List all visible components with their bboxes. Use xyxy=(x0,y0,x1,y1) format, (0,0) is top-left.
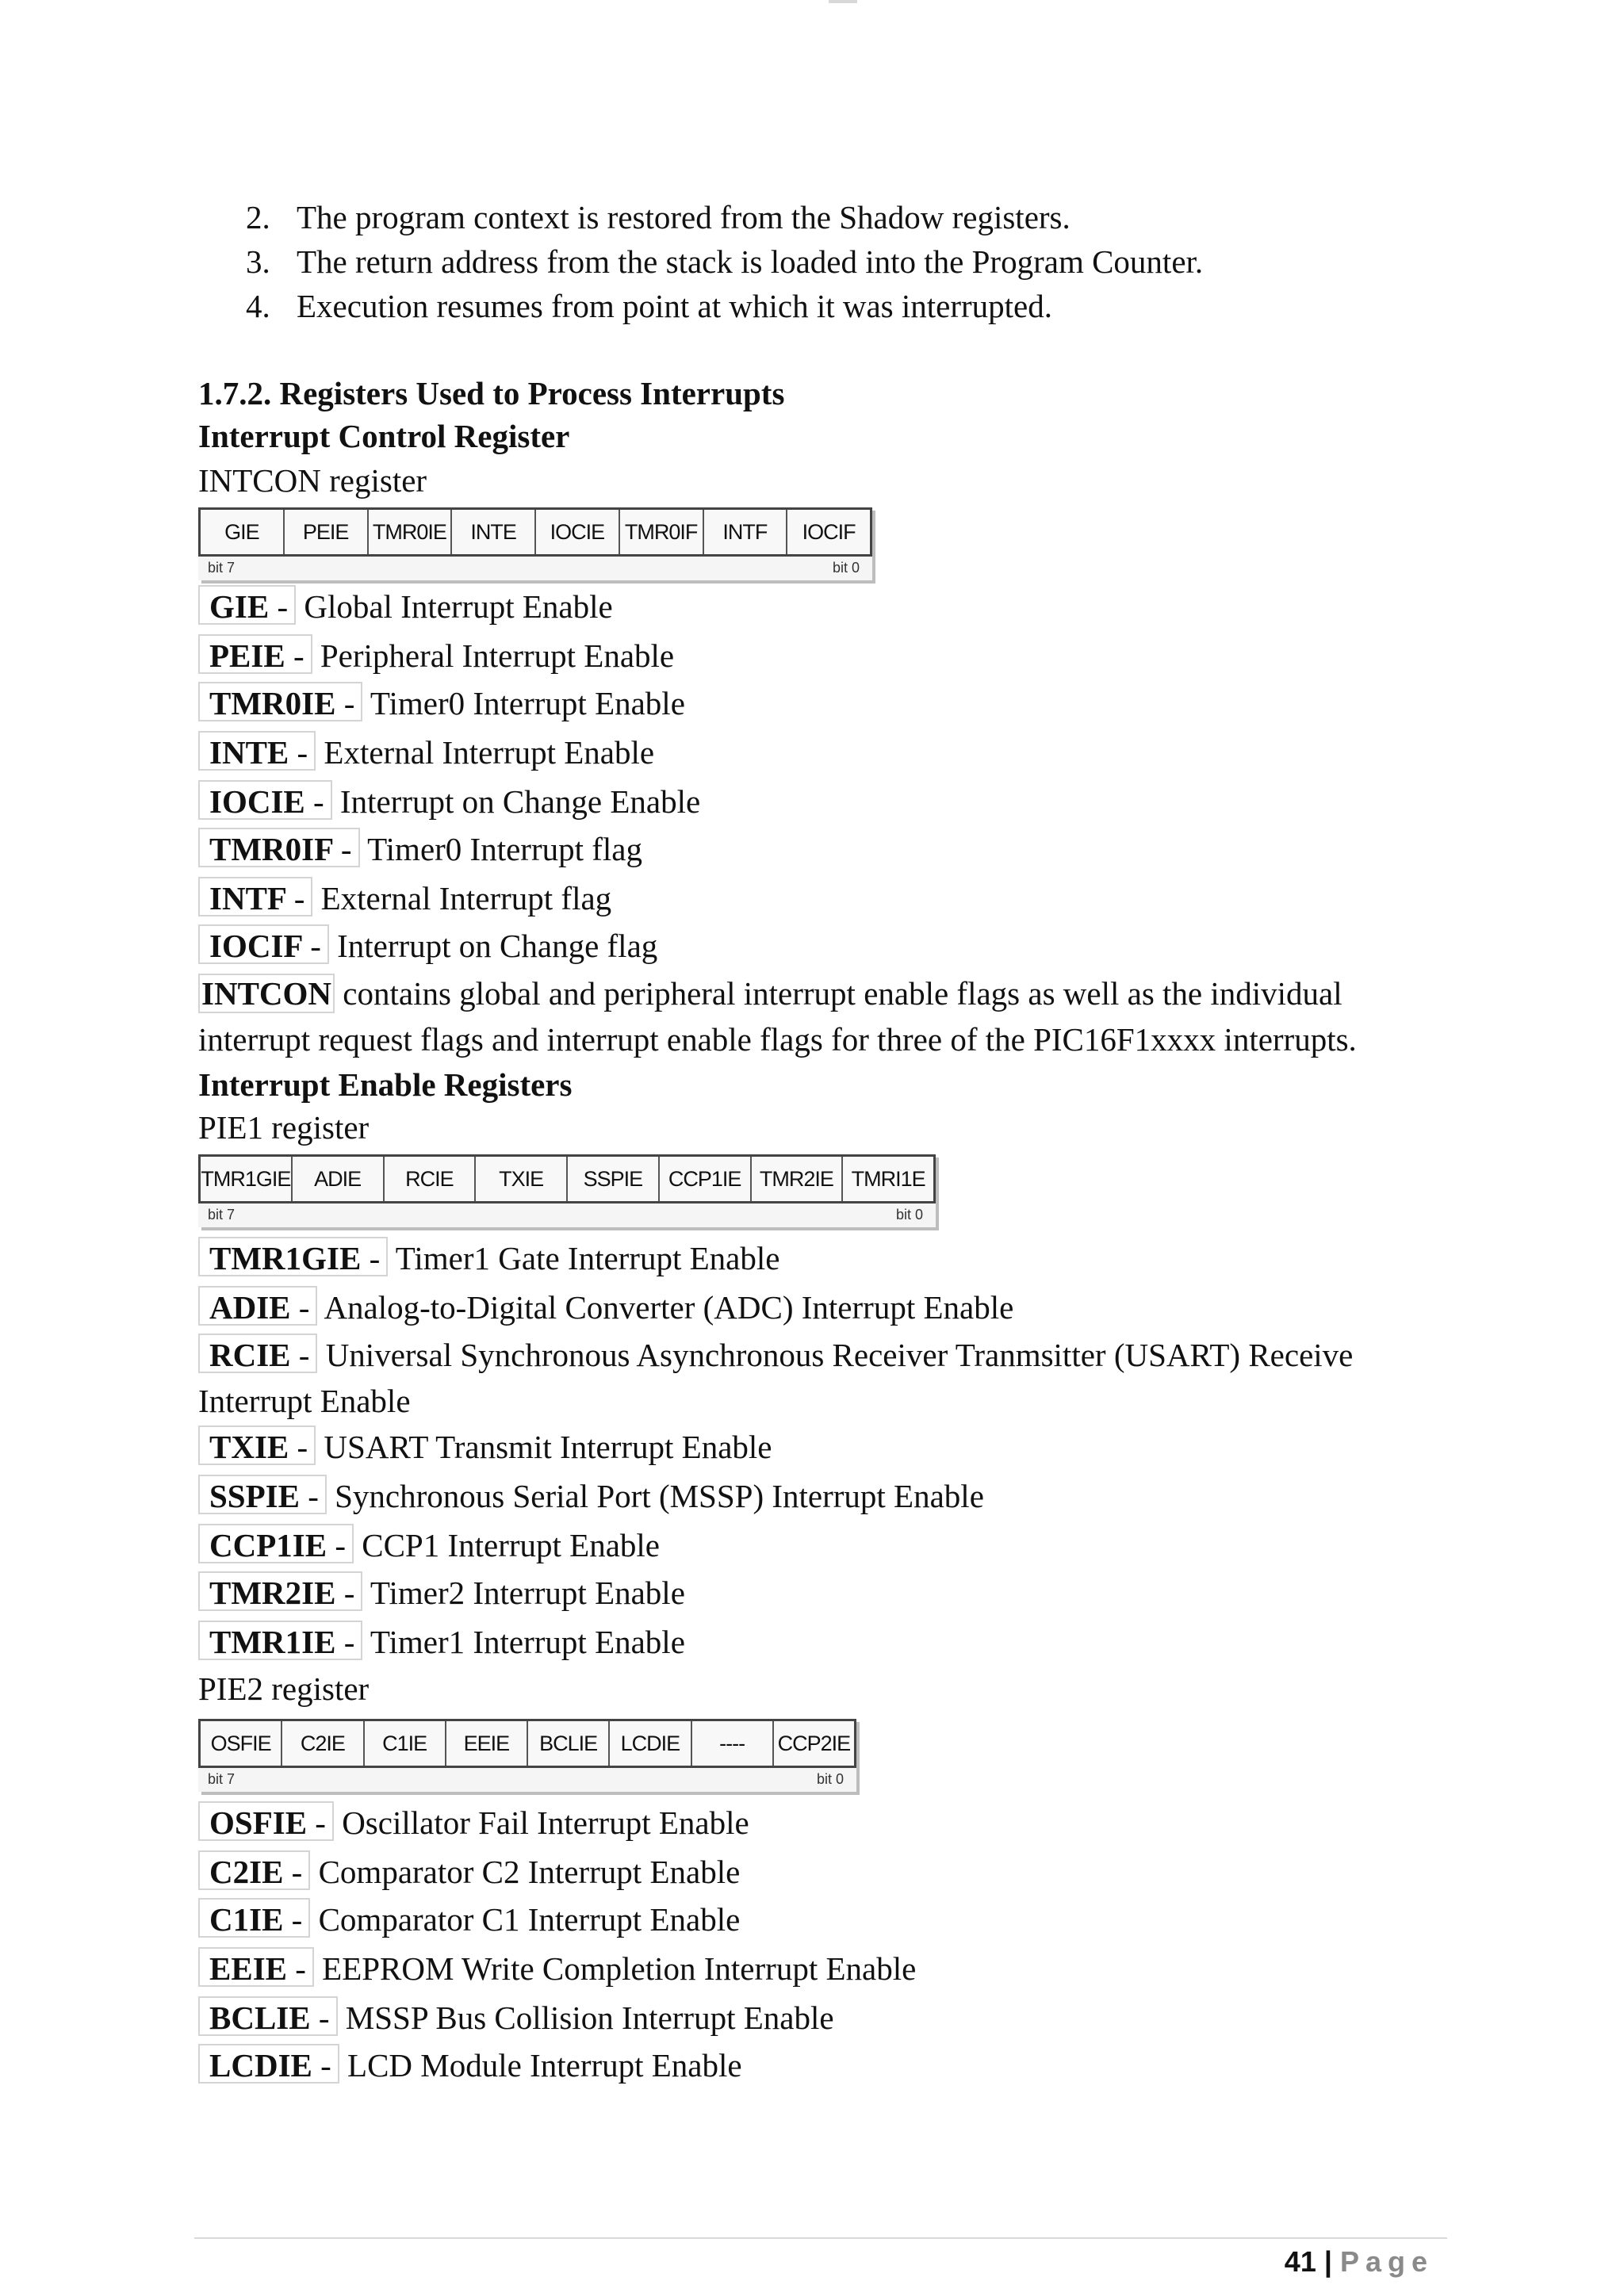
register-bit-0: GIE xyxy=(201,510,285,554)
register-bit-7: TMRI1E xyxy=(851,1166,925,1191)
register-bit-3: INTE xyxy=(452,510,536,554)
register-bit-6: INTF xyxy=(704,510,788,554)
definition-tmr1ie: TMR1IE - Timer1 Interrupt Enable xyxy=(198,1621,685,1663)
page-separator: | xyxy=(1323,2245,1332,2278)
definition-osfie: OSFIE - Oscillator Fail Interrupt Enable xyxy=(198,1801,749,1844)
pie1-register-diagram xyxy=(198,1154,936,1227)
register-bit-7: IOCIF xyxy=(802,519,856,544)
footer-divider xyxy=(194,2237,1447,2239)
definition-txie: TXIE - USART Transmit Interrupt Enable xyxy=(198,1425,772,1468)
register-bit-2: RCIE xyxy=(385,1157,477,1201)
register-bit-cells xyxy=(198,1154,936,1203)
intcon-term: INTCON xyxy=(198,974,335,1013)
register-bit-6: TMR2IE xyxy=(752,1157,844,1201)
register-bit-5: CCP1IE xyxy=(660,1157,752,1201)
definition-c2ie: C2IE - Comparator C2 Interrupt Enable xyxy=(198,1850,740,1893)
register-bit-1: C2IE xyxy=(282,1721,364,1766)
pie2-register-diagram xyxy=(198,1719,856,1792)
bit-low-label: bit 0 xyxy=(832,560,860,576)
register-bit-4: BCLIE xyxy=(528,1721,610,1766)
register-bit-3: TXIE xyxy=(476,1157,568,1201)
list-text: The return address from the stack is loaded into the Program Counter. xyxy=(297,243,1204,280)
definition-ccp1ie: CCP1IE - CCP1 Interrupt Enable xyxy=(198,1524,660,1567)
bit-high-label: bit 7 xyxy=(208,560,236,576)
definition-c1ie: C1IE - Comparator C1 Interrupt Enable xyxy=(198,1898,740,1941)
page-number: 41 xyxy=(1284,2245,1316,2278)
register-bit-1: PEIE xyxy=(285,510,369,554)
definition-tmr0ie: TMR0IE - Timer0 Interrupt Enable xyxy=(198,682,685,725)
definition-iocif: IOCIF - Interrupt on Change flag xyxy=(198,924,657,967)
list-number: 4. xyxy=(246,288,270,324)
list-item xyxy=(246,241,1203,282)
definition-bclie: BCLIE - MSSP Bus Collision Interrupt Enable xyxy=(198,1996,834,2039)
definition-adie: ADIE - Analog-to-Digital Converter (ADC) Interrupt Enable xyxy=(198,1286,1013,1329)
definition-tmr2ie: TMR2IE - Timer2 Interrupt Enable xyxy=(198,1571,685,1614)
register-bit-5: TMR0IF xyxy=(620,510,704,554)
intcon-register-diagram xyxy=(198,507,872,580)
list-text: The program context is restored from the Shadow registers. xyxy=(297,199,1071,235)
register-bit-4: IOCIE xyxy=(536,510,620,554)
register-bit-cells xyxy=(198,1719,856,1768)
register-bit-3: EEIE xyxy=(446,1721,528,1766)
definition-peie: PEIE - Peripheral Interrupt Enable xyxy=(198,634,674,677)
definition-sspie: SSPIE - Synchronous Serial Port (MSSP) Interrupt Enable xyxy=(198,1475,984,1517)
register-bit-1: ADIE xyxy=(293,1157,385,1201)
pie2-register-label: PIE2 register xyxy=(198,1670,370,1707)
bit-high-label: bit 7 xyxy=(208,1207,236,1223)
definition-tmr1gie: TMR1GIE - Timer1 Gate Interrupt Enable xyxy=(198,1237,779,1280)
list-number: 2. xyxy=(246,199,270,235)
interrupt-enable-heading: Interrupt Enable Registers xyxy=(198,1066,573,1103)
register-bit-7: CCP2IE xyxy=(777,1731,851,1755)
intcon-register-label: INTCON register xyxy=(198,462,427,499)
definition-iocie: IOCIE - Interrupt on Change Enable xyxy=(198,780,700,823)
register-bit-6: ---- xyxy=(692,1721,774,1766)
page-label: Page xyxy=(1339,2245,1434,2278)
definition-inte: INTE - External Interrupt Enable xyxy=(198,731,654,774)
definition-eeie: EEIE - EEPROM Write Completion Interrupt Enable xyxy=(198,1947,916,1990)
register-bit-2: TMR0IE xyxy=(369,510,453,554)
definition-tmr0if: TMR0IF - Timer0 Interrupt flag xyxy=(198,828,642,871)
list-text: Execution resumes from point at which it was interrupted. xyxy=(297,288,1053,324)
bit-low-label: bit 0 xyxy=(895,1207,923,1223)
definition-rcie-continuation: Interrupt Enable xyxy=(198,1383,411,1419)
register-bit-cells xyxy=(198,507,872,557)
bit-low-label: bit 0 xyxy=(816,1771,844,1787)
register-bit-4: SSPIE xyxy=(568,1157,660,1201)
intcon-heading: Interrupt Control Register xyxy=(198,418,570,454)
register-bit-0: TMR1GIE xyxy=(201,1157,293,1201)
register-bit-2: C1IE xyxy=(365,1721,446,1766)
register-bit-0: OSFIE xyxy=(201,1721,282,1766)
definition-intf: INTF - External Interrupt flag xyxy=(198,877,611,920)
section-heading: 1.7.2. Registers Used to Process Interrupts xyxy=(198,375,785,411)
intcon-summary: INTCON contains global and peripheral interrupt enable flags as well as the individual interrupt request flags and interrupt enable flags for three of the PIC16F1xxxx interrupts. xyxy=(198,975,1357,1058)
list-number: 3. xyxy=(246,243,270,280)
list-item xyxy=(246,285,1052,327)
bit-high-label: bit 7 xyxy=(208,1771,236,1787)
page-footer xyxy=(1285,2245,1434,2279)
definition-lcdie: LCDIE - LCD Module Interrupt Enable xyxy=(198,2044,742,2087)
top-edge-mark xyxy=(829,0,857,3)
definition-rcie: RCIE - Universal Synchronous Asynchronous Receiver Tranmsitter (USART) Receive xyxy=(198,1334,1353,1376)
pie1-register-label: PIE1 register xyxy=(198,1109,370,1146)
definition-gie: GIE - Global Interrupt Enable xyxy=(198,585,613,628)
register-bit-5: LCDIE xyxy=(610,1721,691,1766)
list-item xyxy=(246,197,1071,238)
